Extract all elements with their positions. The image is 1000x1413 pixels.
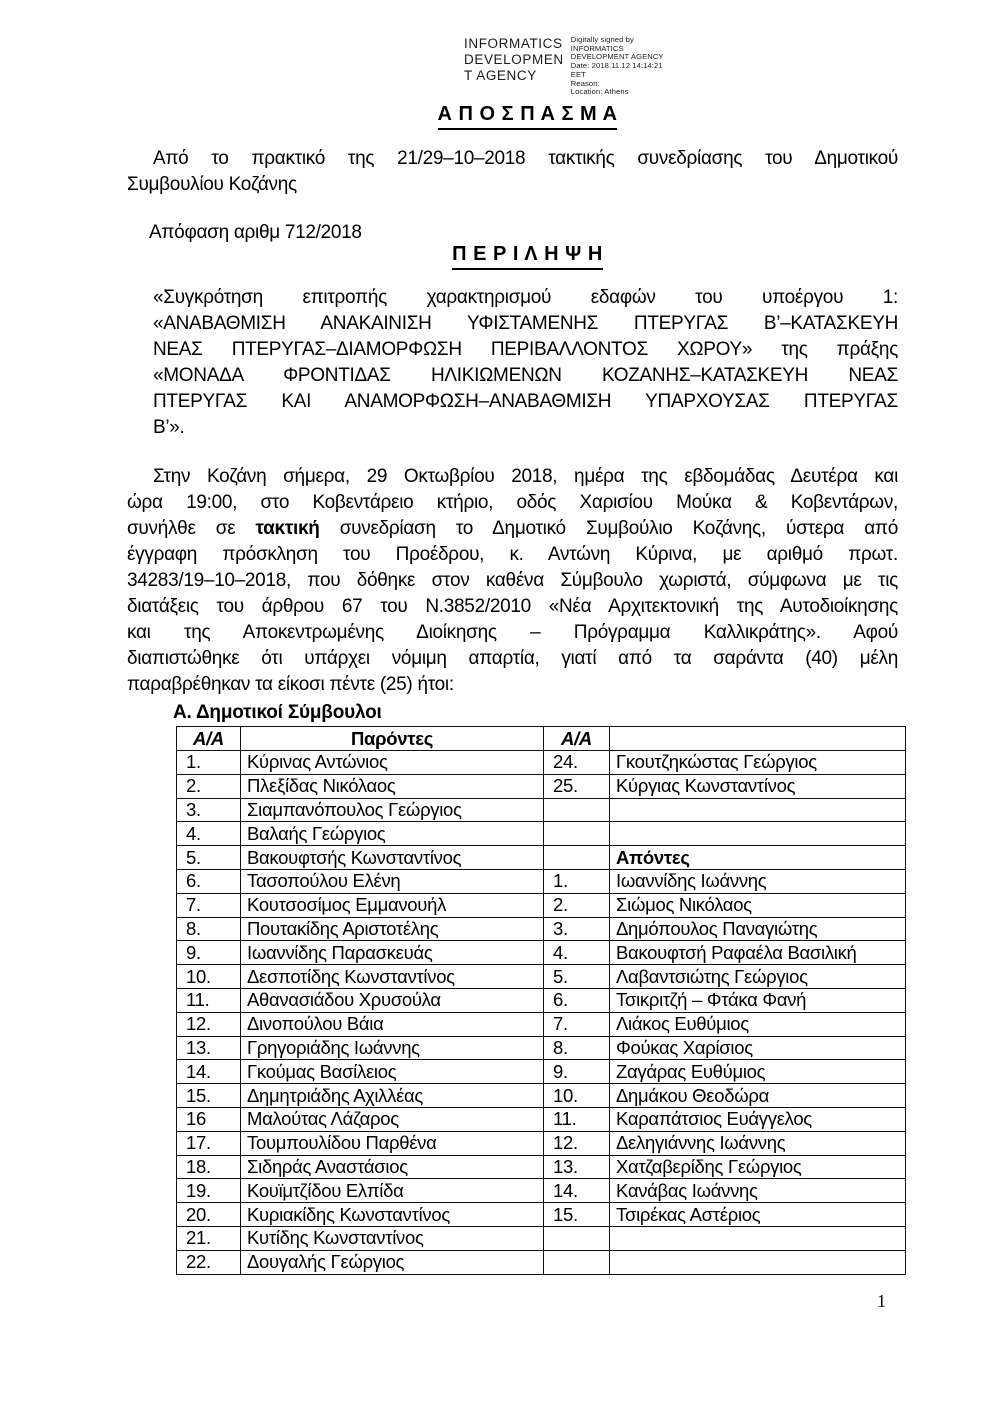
signature-agency-line: DEVELOPMEN	[464, 52, 564, 67]
member-name-cell: Βακουφτσής Κωνσταντίνος	[241, 846, 544, 870]
member-name-cell	[610, 1250, 906, 1274]
subject-line	[153, 363, 898, 389]
row-number-cell	[544, 1226, 610, 1250]
header-aa-right: Α/Α	[544, 727, 610, 751]
row-number-cell	[544, 822, 610, 846]
table-row	[177, 774, 906, 798]
text-segment: «Συγκρότηση επιτροπής χαρακτηρισμού εδαφών του υποέργου 1:	[153, 287, 898, 308]
subject-paragraph	[153, 285, 898, 441]
member-name-cell: Σιδηράς Αναστάσιος	[241, 1155, 544, 1179]
member-name-cell: Γρηγοριάδης Ιωάννης	[241, 1036, 544, 1060]
body-line	[127, 568, 898, 594]
member-name-cell: Κύρινας Αντώνιος	[241, 751, 544, 775]
council-members-heading: Α. Δημοτικοί Σύμβουλοι	[173, 702, 382, 723]
text-segment: Στην Κοζάνη σήμερα, 29 Οκτωβρίου 2018, ημέρα της εβδομάδας Δευτέρα και	[153, 466, 898, 487]
signature-detail-line: EET	[570, 69, 586, 79]
document-title: Α Π Ο Σ Π Α Σ Μ Α	[438, 103, 618, 130]
table-row	[177, 1250, 906, 1274]
row-number-cell: 11.	[544, 1107, 610, 1131]
member-name-cell: Κυτίδης Κωνσταντίνος	[241, 1226, 544, 1250]
row-number-cell: 4.	[544, 941, 610, 965]
body-line	[127, 646, 898, 672]
signature-detail-line: Date: 2018.11.12 14:14:21	[570, 61, 663, 71]
row-number-cell: 24.	[544, 751, 610, 775]
body-line	[127, 464, 898, 490]
member-name-cell: Δινοπούλου Βάια	[241, 1012, 544, 1036]
table-row	[177, 1084, 906, 1108]
subject-line	[153, 389, 898, 415]
body-line	[127, 672, 898, 698]
row-number-cell: 10.	[177, 965, 241, 989]
text-segment: «ΑΝΑΒΑΘΜΙΣΗ ΑΝΑΚΑΙΝΙΣΗ ΥΦΙΣΤΑΜΕΝΗΣ ΠΤΕΡΥΓΑΣ Β’–ΚΑΤΑΣΚΕΥΗ	[153, 313, 898, 334]
member-name-cell: Κουτσοσίμος Εμμανουήλ	[241, 893, 544, 917]
row-number-cell: 18.	[177, 1155, 241, 1179]
subject-line	[153, 415, 898, 441]
text-segment: διαπιστώθηκε ότι υπάρχει νόμιμη απαρτία, γιατί από τα σαράντα (40) μέλη	[127, 648, 898, 669]
text-segment: «ΜΟΝΑΔΑ ΦΡΟΝΤΙΔΑΣ ΗΛΙΚΙΩΜΕΝΩΝ ΚΟΖΑΝΗΣ–ΚΑΤΑΣΚΕΥΗ ΝΕΑΣ	[153, 365, 898, 386]
row-number-cell: 11.	[177, 988, 241, 1012]
row-number-cell: 13.	[177, 1036, 241, 1060]
summary-title-row	[127, 243, 898, 270]
row-number-cell: 7.	[544, 1012, 610, 1036]
body-line	[127, 594, 898, 620]
member-name-cell: Κυριακίδης Κωνσταντίνος	[241, 1203, 544, 1227]
summary-title: Π Ε Ρ Ι Λ Η Ψ Η	[452, 243, 603, 270]
text-segment: έγγραφη πρόσκληση του Προέδρου, κ. Αντώνη Κύρινα, με αριθμό πρωτ.	[127, 544, 898, 565]
table-row	[177, 798, 906, 822]
row-number-cell: 8.	[544, 1036, 610, 1060]
text-segment: διατάξεις του άρθρου 67 του Ν.3852/2010 «Νέα Αρχιτεκτονική της Αυτοδιοίκησης	[127, 596, 898, 617]
signature-agency-line: T AGENCY	[464, 68, 537, 83]
row-number-cell: 5.	[544, 965, 610, 989]
text-segment: Συμβουλίου Κοζάνης	[127, 174, 297, 195]
member-name-cell: Δημητριάδης Αχιλλέας	[241, 1084, 544, 1108]
member-name-cell: Κουϊμτζίδου Ελπίδα	[241, 1179, 544, 1203]
table-row	[177, 1036, 906, 1060]
row-number-cell: 9.	[177, 941, 241, 965]
signature-detail-line: Reason:	[570, 78, 600, 88]
row-number-cell: 2.	[544, 893, 610, 917]
body-line	[127, 620, 898, 646]
member-name-cell: Τασοπούλου Ελένη	[241, 869, 544, 893]
digital-signature-stamp	[464, 36, 664, 97]
member-name-cell: Ιωαννίδης Ιωάννης	[610, 869, 906, 893]
row-number-cell: 12.	[544, 1131, 610, 1155]
header-empty	[610, 727, 906, 751]
row-number-cell: 6.	[544, 988, 610, 1012]
member-name-cell: Δημάκου Θεοδώρα	[610, 1084, 906, 1108]
header-presents: Παρόντες	[241, 727, 544, 751]
row-number-cell: 3.	[177, 798, 241, 822]
document-title-row	[127, 103, 898, 130]
table-row	[177, 1179, 906, 1203]
row-number-cell: 25.	[544, 774, 610, 798]
row-number-cell: 19.	[177, 1179, 241, 1203]
row-number-cell: 14.	[544, 1179, 610, 1203]
member-name-cell: Κανάβας Ιωάννης	[610, 1179, 906, 1203]
member-name-cell: Γκουτζηκώστας Γεώργιος	[610, 751, 906, 775]
table-row	[177, 751, 906, 775]
text-segment: ώρα 19:00, στο Κοβεντάρειο κτήριο, οδός Χαρισίου Μούκα & Κοβεντάρων,	[127, 492, 898, 513]
body-paragraph	[127, 464, 898, 698]
member-name-cell: Σιαμπανόπουλος Γεώργιος	[241, 798, 544, 822]
subject-line	[153, 311, 898, 337]
row-number-cell: 15.	[177, 1084, 241, 1108]
header-aa-left: Α/Α	[177, 727, 241, 751]
row-number-cell: 12.	[177, 1012, 241, 1036]
member-name-cell: Βακουφτσή Ραφαέλα Βασιλική	[610, 941, 906, 965]
row-number-cell: 8.	[177, 917, 241, 941]
page-number: 1	[877, 1291, 886, 1311]
text-segment: ΝΕΑΣ ΠΤΕΡΥΓΑΣ–ΔΙΑΜΟΡΦΩΣΗ ΠΕΡΙΒΑΛΛΟΝΤΟΣ ΧΩΡΟΥ» της πράξης	[153, 339, 898, 360]
attendance-table-header-row	[177, 727, 906, 751]
row-number-cell: 10.	[544, 1084, 610, 1108]
body-line	[127, 542, 898, 568]
intro-line	[127, 146, 898, 172]
member-name-cell: Σιώμος Νικόλαος	[610, 893, 906, 917]
row-number-cell: 7.	[177, 893, 241, 917]
member-name-cell: Δεληγιάννης Ιωάννης	[610, 1131, 906, 1155]
attendance-table	[176, 726, 906, 1275]
signature-agency-name	[464, 36, 564, 97]
member-name-cell: Καραπάτσιος Ευάγγελος	[610, 1107, 906, 1131]
member-name-cell: Βαλαής Γεώργιος	[241, 822, 544, 846]
member-name-cell: Αθανασιάδου Χρυσούλα	[241, 988, 544, 1012]
row-number-cell: 1.	[544, 869, 610, 893]
text-segment: παραβρέθηκαν τα είκοσι πέντε (25) ήτοι:	[127, 674, 454, 695]
row-number-cell: 1.	[177, 751, 241, 775]
text-segment: συνεδρίαση το Δημοτικό Συμβούλιο Κοζάνης, ύστερα από	[319, 518, 898, 539]
decision-number-line: Απόφαση αριθμ 712/2018	[149, 222, 362, 243]
text-segment: Από το πρακτικό της 21/29–10–2018 τακτικής συνεδρίασης του Δημοτικού	[153, 148, 898, 169]
member-name-cell	[610, 798, 906, 822]
row-number-cell	[544, 1250, 610, 1274]
table-row	[177, 1131, 906, 1155]
table-row	[177, 822, 906, 846]
member-name-cell: Δεσποτίδης Κωνσταντίνος	[241, 965, 544, 989]
table-row	[177, 893, 906, 917]
table-row	[177, 1226, 906, 1250]
row-number-cell: 13.	[544, 1155, 610, 1179]
row-number-cell: 5.	[177, 846, 241, 870]
text-segment: Β’».	[153, 417, 185, 438]
intro-paragraph	[127, 146, 898, 198]
table-row	[177, 869, 906, 893]
member-name-cell: Γκούμας Βασίλειος	[241, 1060, 544, 1084]
table-row	[177, 988, 906, 1012]
row-number-cell: 15.	[544, 1203, 610, 1227]
body-line	[127, 490, 898, 516]
member-name-cell: Τσιρέκας Αστέριος	[610, 1203, 906, 1227]
table-row	[177, 917, 906, 941]
row-number-cell: 4.	[177, 822, 241, 846]
signature-detail-line: DEVELOPMENT AGENCY	[570, 52, 664, 62]
member-name-cell: Δημόπουλος Παναγιώτης	[610, 917, 906, 941]
member-name-cell: Ιωαννίδης Παρασκευάς	[241, 941, 544, 965]
row-number-cell: 21.	[177, 1226, 241, 1250]
member-name-cell: Απόντες	[610, 846, 906, 870]
row-number-cell: 16	[177, 1107, 241, 1131]
member-name-cell: Μαλούτας Λάζαρος	[241, 1107, 544, 1131]
member-name-cell	[610, 822, 906, 846]
member-name-cell	[610, 1226, 906, 1250]
row-number-cell: 22.	[177, 1250, 241, 1274]
text-segment: συνήλθε σε	[127, 518, 256, 539]
member-name-cell: Λαβαντσιώτης Γεώργιος	[610, 965, 906, 989]
row-number-cell: 2.	[177, 774, 241, 798]
member-name-cell: Πουτακίδης Αριστοτέλης	[241, 917, 544, 941]
bold-text-segment: τακτική	[255, 518, 320, 539]
member-name-cell: Πλεξίδας Νικόλαος	[241, 774, 544, 798]
member-name-cell: Τσικριτζή – Φτάκα Φανή	[610, 988, 906, 1012]
row-number-cell: 14.	[177, 1060, 241, 1084]
table-row	[177, 1155, 906, 1179]
table-row	[177, 1107, 906, 1131]
row-number-cell: 9.	[544, 1060, 610, 1084]
member-name-cell: Χατζαβερίδης Γεώργιος	[610, 1155, 906, 1179]
member-name-cell: Δουγαλής Γεώργιος	[241, 1250, 544, 1274]
member-name-cell: Τουμπουλίδου Παρθένα	[241, 1131, 544, 1155]
table-row	[177, 941, 906, 965]
member-name-cell: Ζαγάρας Ευθύμιος	[610, 1060, 906, 1084]
signature-detail-line: Location: Athens	[570, 87, 629, 97]
signature-detail-line: Digitally signed by	[570, 35, 634, 44]
row-number-cell	[544, 798, 610, 822]
row-number-cell: 3.	[544, 917, 610, 941]
text-segment: 34283/19–10–2018, που δόθηκε στον καθένα Σύμβουλο χωριστά, σύμφωνα με τις	[127, 570, 898, 591]
signature-details	[571, 36, 664, 97]
table-row	[177, 846, 906, 870]
row-number-cell: 20.	[177, 1203, 241, 1227]
row-number-cell: 6.	[177, 869, 241, 893]
signature-agency-line: INFORMATICS	[464, 36, 563, 51]
text-segment: και της Αποκεντρωμένης Διοίκησης – Πρόγραμμα Καλλικράτης». Αφού	[127, 622, 898, 643]
intro-line	[127, 172, 898, 198]
signature-detail-line: INFORMATICS	[570, 43, 624, 53]
table-row	[177, 965, 906, 989]
member-name-cell: Φούκας Χαρίσιος	[610, 1036, 906, 1060]
row-number-cell	[544, 846, 610, 870]
text-segment: ΠΤΕΡΥΓΑΣ ΚΑΙ ΑΝΑΜΟΡΦΩΣΗ–ΑΝΑΒΑΘΜΙΣΗ ΥΠΑΡΧΟΥΣΑΣ ΠΤΕΡΥΓΑΣ	[153, 391, 898, 412]
subject-line	[153, 337, 898, 363]
member-name-cell: Κύργιας Κωνσταντίνος	[610, 774, 906, 798]
table-row	[177, 1060, 906, 1084]
table-row	[177, 1203, 906, 1227]
subject-line	[153, 285, 898, 311]
member-name-cell: Λιάκος Ευθύμιος	[610, 1012, 906, 1036]
body-line	[127, 516, 898, 542]
table-row	[177, 1012, 906, 1036]
row-number-cell: 17.	[177, 1131, 241, 1155]
